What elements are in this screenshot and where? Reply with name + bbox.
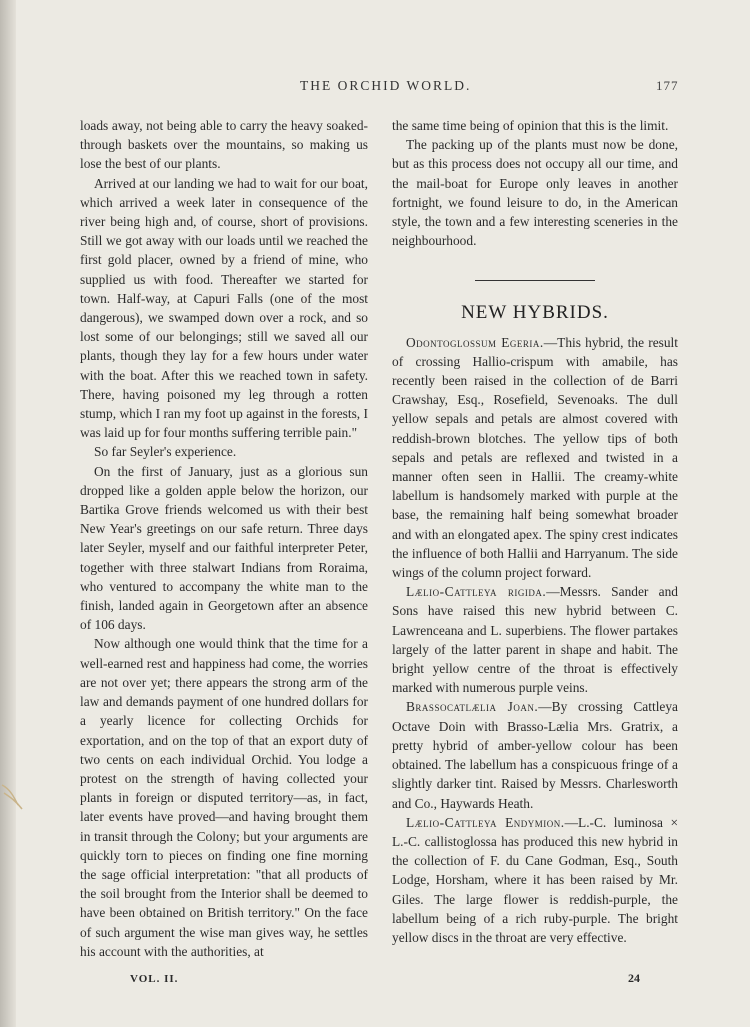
signature-mark: 24 bbox=[628, 971, 640, 985]
right-column bbox=[392, 116, 678, 947]
paragraph: the same time being of opinion that this is the limit. bbox=[392, 118, 669, 133]
section-title: NEW HYBRIDS. bbox=[461, 302, 609, 324]
hybrid-description: —By crossing Cattleya Octave Doin with Brasso-Lælia Mrs. Gratrix, a pretty hybrid of amber-yellow colour has been obtained. The labellum has a conspicuous fringe of a slightly darker tint. Raised by Messrs. Charlesworth and Co., Haywards Heath. bbox=[392, 699, 678, 811]
paragraph: Now although one would think that the time for a well-earned rest and happiness had come, the worries are not over yet; there appears the strong arm of the law and demands payment of one hundred dollars for a yearly licence for collecting Orchids for exportation, and on the top of that an export duty of two cents on each individual Orchid. You lodge a protest on the strength of having collected your plants in foreign or disputed territory—as, in fact, later events have proved—and having brought them in transit through the Colony; but your arguments are quickly torn to pieces on finding one fine morning the sage official interpretation: "that all products of the soil brought from the Interior shall be deemed to have been obtained on British territory." On the face of such argument the wise man gives way, he settles his account with the authorities, at bbox=[80, 636, 368, 959]
paragraph: Arrived at our landing we had to wait for our boat, which arrived a week later in consequence of the river being high and, of course, short of provisions. Still we got away with our loads until we reached the first gold placer, owned by a friend of mine, who supplied us with food. Thereafter we started for town. Half-way, at Capuri Falls (one of the most dangerous), we swamped down over a rock, and so lost some of our belongings; still we saved all our plants, though they lay for a few hours under water with the boat. After this we reached town in safety. There, having poisoned my leg through a rotten stump, which I ran my foot up against in the forests, I was laid up for four months suffering terrible pain." bbox=[80, 175, 368, 441]
running-title: THE ORCHID WORLD. bbox=[300, 78, 472, 93]
volume-label: VOL. II. bbox=[130, 973, 179, 985]
hybrid-name: Lælio-Cattleya Endymion. bbox=[406, 814, 565, 830]
page-binding-edge bbox=[0, 0, 16, 1027]
hybrid-description: —This hybrid, the result of crossing Hallio-crispum with amabile, has recently been raised in the collection of de Barri Crawshay, Esq., Rosefield, Sevenoaks. The dull yellow sepals and petals are almost covered with reddish-brown blotches. The yellow tips of both sepals and petals are reflexed and twisted in a manner often seen in Hallii. The creamy-white labellum is handsomely marked with purple at the base, the remaining half being somewhat broader and with an elongated apex. The spiny crest indicates the influence of both Hallii and Harryanum. The side wings of the column project forward. bbox=[392, 334, 678, 581]
hybrid-entry bbox=[392, 813, 678, 947]
hybrid-description: —Messrs. Sander and Sons have raised this new hybrid between C. Lawrenceana and L. superbiens. The flower partakes largely of the latter parent in shape and habit. The bright yellow centre of the throat is effectively marked with numerous purple veins. bbox=[392, 584, 678, 696]
hybrid-name: Lælio-Cattleya rigida. bbox=[406, 584, 547, 600]
hybrid-description: —L.-C. luminosa × L.-C. callistoglossa has produced this new hybrid in the collection of F. du Cane Godman, Esq., South Lodge, Horsham, where it has been raised by Mr. Giles. The large flower is reddish-purple, the labellum being of a rich ruby-purple. The bright yellow discs in the throat are very effective. bbox=[392, 814, 678, 945]
hybrid-name: Odontoglossum Egeria. bbox=[406, 334, 544, 350]
hybrid-name: Brassocatlælia Joan. bbox=[406, 699, 539, 715]
paragraph: On the first of January, just as a glorious sun dropped like a golden apple below the horizon, our Bartika Grove friends welcomed us with their best New Year's greetings on our safe return. Three days later Seyler, myself and our faithful interpreter Peter, together with three stalwart Indians from Roraima, who ventured to accompany the white man to the finish, landed again in Georgetown after an absence of 106 days. bbox=[80, 463, 368, 633]
hybrid-entry bbox=[392, 697, 678, 812]
section-divider bbox=[475, 280, 595, 281]
hybrid-entry bbox=[392, 582, 678, 697]
paragraph: loads away, not being able to carry the heavy soaked-through baskets over the mountains, so making us lose the best of our plants. bbox=[80, 118, 368, 172]
paragraph: The packing up of the plants must now be done, but as this process does not occupy all our time, and the mail-boat for Europe only leaves in another fortnight, we found leisure to do, in the American style, the town and a few interesting sceneries in the neighbourhood. bbox=[392, 137, 678, 249]
paragraph: So far Seyler's experience. bbox=[94, 444, 237, 460]
hybrid-entry bbox=[392, 333, 678, 583]
left-column bbox=[80, 116, 368, 961]
page-number: 177 bbox=[656, 78, 679, 93]
binding-thread bbox=[0, 775, 40, 815]
